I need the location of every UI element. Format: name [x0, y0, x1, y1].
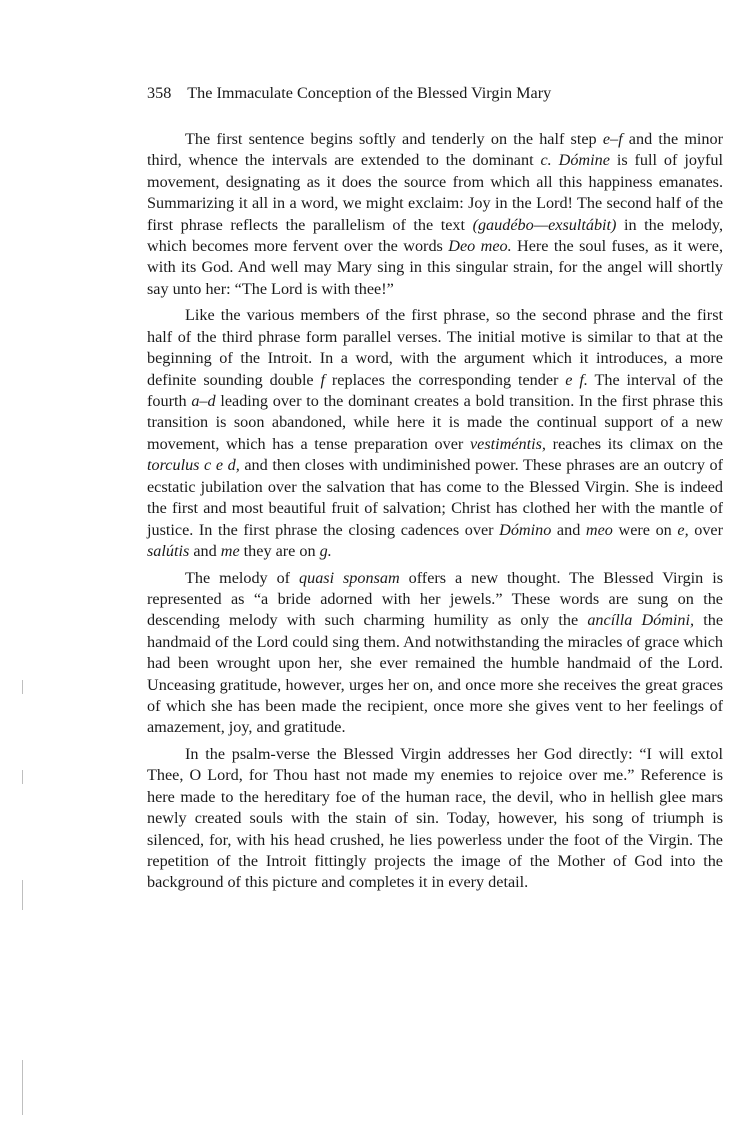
text-run: reaches its climax on the [545, 434, 723, 453]
text-run: and then closes with undiminished power. These phrases are an outcry of ecstatic jubilation over the salvation that has come to the Blessed Virgin. She is indeed the first and most beautiful fruit of salvation; Christ has clothed her with the mantle of justice. In the first phrase the closing cadences over [147, 456, 723, 539]
italic-run: Deo meo. [448, 237, 512, 256]
scan-mark [22, 1060, 23, 1115]
paragraph [147, 744, 723, 894]
body-text [147, 129, 723, 899]
text-run: they are on [239, 541, 320, 560]
text-run: replaces the corresponding tender [325, 370, 566, 389]
text-run: is full of joyful movement, designating as it does the source from which all this happiness emanates. Summarizing it all in a word, we might exclaim: Joy in the Lord! The second half of the first phrase reflects the parallelism of the text [147, 151, 723, 234]
scan-mark [22, 880, 23, 910]
italic-run: (gaudébo—exsultábit) [472, 215, 617, 234]
italic-run: f [320, 370, 326, 389]
italic-run: ancílla Dómini, [587, 611, 695, 630]
text-run: Here the soul fuses, as it were, with its God. And well may Mary sing in this singular strain, for the angel will shortly say unto her: “The Lord is with thee!” [147, 237, 723, 298]
italic-run: a–d [191, 392, 216, 411]
text-run: over [688, 520, 724, 539]
text-run: in the melody, which becomes more fervent over the words [147, 215, 723, 256]
page-number: 358 [147, 84, 172, 102]
italic-run: quasi sponsam [299, 568, 400, 587]
italic-run: me [220, 541, 240, 560]
italic-run: g. [319, 541, 332, 560]
italic-run: e, [677, 520, 689, 539]
italic-run: meo [585, 520, 613, 539]
italic-run: e–f [602, 130, 623, 148]
scan-mark [22, 770, 23, 784]
italic-run: c. Dómine [540, 151, 610, 170]
italic-run: e f. [565, 370, 588, 389]
italic-run: torculus c e d, [147, 456, 240, 475]
text-run: Like the various members of the first phrase, so the second phrase and the first half of the third phrase form parallel verses. The initial motive is similar to that at the beginning of the Introit. In a word, with the argument which it introduces, a more definite sounding double [147, 306, 723, 389]
text-run: offers a new thought. The Blessed Virgin is represented as “a bride adorned with her jewels.” These words are sung on the descending melody with such charming humility as only the [147, 568, 723, 630]
text-run: and [551, 520, 586, 539]
running-title: The Immaculate Conception of the Blessed Virgin Mary [187, 84, 552, 102]
running-header [147, 84, 667, 103]
paragraph [147, 568, 723, 739]
text-run: the handmaid of the Lord could sing them. And notwithstanding the miracles of grace which had been wrought upon her, she ever remained the humble handmaid of the Lord. Unceasing gratitude, however, urges her on, and once more she receives the great graces of which she has been made the recipient, once more she gives vent to her feelings of amazement, joy, and gratitude. [147, 611, 724, 737]
text-run: In the psalm-verse the Blessed Virgin addresses her God directly: “I will extol Thee, O Lord, for Thou hast not made my enemies to rejoice over me.” Reference is here made to the hereditary foe of the human race, the devil, who in hellish glee mars newly created souls with the stain of sin. Today, however, his song of triumph is silenced, for, with his head crushed, he lies powerless under the foot of the Virgin. The repetition of the Introit fittingly projects the image of the Mother of God into the background of this picture and completes it in every detail. [147, 744, 723, 892]
text-run: The first sentence begins softly and tenderly on the half step [185, 130, 603, 148]
italic-run: Dómino [499, 520, 552, 539]
text-run: leading over to the dominant creates a bold transition. In the first phrase this transition is soon abandoned, while here it is made the continual support of a new movement, which has a tense preparation over [147, 392, 723, 453]
italic-run: salútis [147, 541, 190, 560]
text-run: The interval of the fourth [147, 370, 724, 411]
paragraph [147, 129, 723, 300]
italic-run: vestiméntis, [469, 434, 546, 453]
scan-mark [22, 680, 23, 694]
text-run: and the minor third, whence the intervals are extended to the dominant [147, 130, 723, 170]
text-run: and [189, 541, 221, 560]
text-run: were on [612, 520, 678, 539]
paragraph [147, 305, 723, 562]
text-run: The melody of [185, 568, 299, 587]
